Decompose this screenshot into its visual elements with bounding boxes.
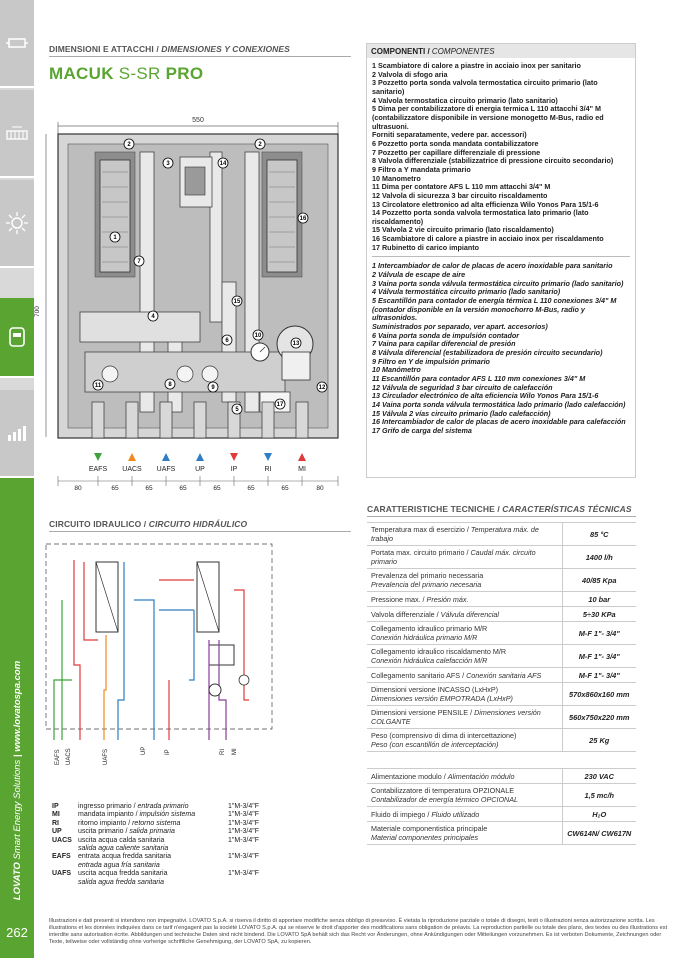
tech-row [367, 607, 636, 622]
connection-label: RI [264, 466, 272, 473]
callout: 6 [225, 338, 229, 344]
legend-code: RI [52, 819, 59, 827]
tech-row [367, 706, 636, 729]
callout: 1 [113, 235, 117, 241]
callout: 2 [127, 142, 131, 148]
component-item-es: 2 Válvula de escape de aire [372, 270, 466, 280]
component-item: Forniti separatamente, vedere par. accessori) [372, 130, 527, 140]
component-item: 6 Pozzetto porta sonda mandata contabilizzatore [372, 138, 539, 148]
tech-row [367, 622, 636, 645]
tech-row [367, 822, 636, 845]
page-title: MACUK S-SR PRO [49, 64, 204, 83]
legend-size: 1"M-3/4"F [228, 803, 260, 810]
component-item-es: 11 Escantillón para contador AFS L 110 mm conexiones 3/4" M [372, 373, 586, 383]
tech-row [367, 807, 636, 822]
tech-label: Contabilizzatore di temperatura OPZIONALE Contabilizador de energía térmico OPCIONAL [367, 784, 562, 807]
tech-value: 85 °C [562, 523, 636, 546]
legend-row [52, 811, 262, 819]
sidebar-brand: LOVATO Smart Energy Solutions | www.lovatospa.com [12, 660, 24, 900]
component-item: 16 Scambiatore di calore a piastre in acciaio inox per riscaldamento [372, 234, 604, 244]
connection-label: MI [298, 466, 306, 473]
tech-heading: CARATTERISTICHE TECNICHE / CARACTERÍSTICAS TÉCNICAS [367, 504, 632, 514]
tech-row [367, 784, 636, 807]
tech-value: CW614N/ CW617N [562, 822, 636, 845]
tech-row [367, 729, 636, 752]
tech-row [367, 668, 636, 683]
tech-value: 5÷30 KPa [562, 607, 636, 622]
tech-row [367, 546, 636, 569]
callout: 17 [276, 402, 284, 408]
tech-row [367, 683, 636, 706]
connection-label: IP [230, 466, 238, 473]
connection-legend [52, 803, 262, 887]
tech-row [367, 523, 636, 546]
page-number: 262 [6, 925, 28, 940]
component-item: 5 Dima per contabilizzatore di energia termica L 110 attacchi 3/4" M [372, 104, 601, 114]
tech-label: Materiale componentistica principale Material componentes principales [367, 822, 562, 845]
component-item-es: 16 Intercambiador de calor de placas de acero inoxidable para calefacción [372, 417, 626, 427]
spacing-value: 65 [111, 485, 119, 492]
hydraulic-label: IP [165, 749, 171, 755]
connection-label: UP [195, 466, 205, 473]
legend-code: EAFS [52, 853, 71, 861]
divider [372, 256, 630, 257]
hydraulic-label: UACS [66, 748, 72, 765]
legend-row [52, 820, 262, 828]
spacing-value: 65 [213, 485, 221, 492]
tech-value: 25 Kg [562, 729, 636, 752]
callout: 10 [254, 333, 262, 339]
callout: 7 [137, 259, 141, 265]
tech-label: Collegamento idraulico primario M/R Conexión hidráulica primario M/R [367, 622, 562, 645]
callout: 3 [166, 161, 170, 167]
divider [367, 516, 636, 517]
callout: 8 [168, 382, 172, 388]
callout: 14 [219, 161, 227, 167]
component-item-es: 10 Manómetro [372, 365, 421, 375]
tech-value: 560x750x220 mm [562, 706, 636, 729]
legend-row [52, 803, 262, 811]
component-item: 9 Filtro a Y mandata primario [372, 164, 471, 174]
component-item-es: 7 Vaina para capilar diferencial de presión [372, 339, 516, 349]
bar-chart-icon [7, 424, 27, 442]
tech-label: Portata max. circuito primario / Caudal máx. circuito primario [367, 546, 562, 569]
tech-label: Pressione max. / Presión máx. [367, 592, 562, 607]
tech-value: M-F 1"- 3/4" [562, 622, 636, 645]
tech-value: 570x860x160 mm [562, 683, 636, 706]
tech-value: 10 bar [562, 592, 636, 607]
spacing-value: 65 [145, 485, 153, 492]
callout: 15 [233, 299, 241, 305]
hydraulic-heading: CIRCUITO IDRAULICO / CIRCUITO HIDRÁULICO [49, 519, 248, 529]
tech-value: 1400 l/h [562, 546, 636, 569]
legend-size: 1"M-3/4"F [228, 870, 260, 878]
hydraulic-label: EAFS [55, 749, 61, 765]
callout: 16 [299, 216, 307, 222]
callout: 12 [318, 385, 326, 391]
component-item-es: 17 Grifo de carga del sistema [372, 425, 472, 435]
legend-size: 1"M-3/4"F [228, 819, 260, 827]
dimensions-heading: DIMENSIONI E ATTACCHI / DIMENSIONES Y CONEXIONES [49, 44, 290, 54]
height-dimension: 700 [34, 306, 41, 317]
legend-size: 1"M-3/4"F [228, 853, 260, 861]
hydraulic-schematic [44, 540, 276, 785]
radiator-icon [6, 125, 28, 141]
footer-disclaimer: Illustrazioni e dati presenti si intendono non impegnativi. LOVATO S.p.A. si riserva il diritto di apportare modifiche senza obbligo di preavviso. È vietata la riproduzione parziale o totale di disegni, testi o illustrazioni senza autorizzazione scritta. Les illustrations et les données indiquées dans ce tarif n'engagent pas la société LOVATO S.p.A. qui se réserve le droit d'apporter des modifications sans obligation de préavis. La reproduction partielle ou totale des plans, des textes ou des illustrations est interdite sans autorisation écrite. Abbildungen und technische Daten sind nicht bindend. Die LOVATO SpA behält sich das Recht vor Änderungen, ohne Ankündigungen oder Mitteilungen vorzunehmen. Es ist verboten Dokumente, Zeichnungen oder Texte, teilweise oder vollständig ohne vorherige schriftliche Genehmigung, der LOVATO SpA, zu kopieren. [49, 918, 668, 945]
tech-label: Dimensioni versione INCASSO (LxHxP) Dimensiones versión EMPOTRADA (LxHxP) [367, 683, 562, 706]
tech-value: M-F 1"- 3/4" [562, 645, 636, 668]
sidebar-tab-module[interactable] [0, 0, 34, 88]
callout: 4 [151, 314, 155, 320]
tech-label: Dimensioni versione PENSILE / Dimensiones versión COLGANTE [367, 706, 562, 729]
tech-label: Peso (comprensivo di dima di intercettazione) Peso (con escantillón de interceptación) [367, 729, 562, 752]
sidebar-tab-chart[interactable] [0, 390, 34, 478]
components-panel [366, 43, 636, 478]
component-item: 10 Manometro [372, 173, 421, 183]
component-item-es: 6 Vaina porta sonda de impulsión contador [372, 330, 520, 340]
width-dimension: 550 [192, 117, 204, 124]
legend-code: IP [52, 803, 59, 810]
sidebar-tab-metering[interactable] [0, 298, 34, 378]
legend-desc: uscita acqua calda sanitaria salida agua caliente sanitaria [78, 836, 169, 853]
component-item-es: 4 Válvula termostática circuito primario (lado sanitario) [372, 287, 561, 297]
callout: 13 [292, 341, 300, 347]
hydraulic-label: UAFS [103, 748, 109, 765]
legend-code: UAFS [52, 870, 72, 878]
component-item: 4 Valvola termostatica circuito primario (lato sanitario) [372, 95, 558, 105]
legend-row [52, 837, 262, 854]
tech-label: Collegamento idraulico riscaldamento M/R Conexión hidráulica calefacción M/R [367, 645, 562, 668]
component-item-es: 5 Escantillón para contador de energía térmica L 110 conexiones 3/4" M [372, 296, 617, 306]
component-item-es: (contador disponible en la versión monochorro M-Bus, radio y ultrasonidos. [372, 304, 585, 323]
tech-value: M-F 1"- 3/4" [562, 668, 636, 683]
tech-table-main [367, 522, 636, 752]
component-item: 1 Scambiatore di calore a piastre in acciaio inox per sanitario [372, 61, 581, 70]
component-item-es: 9 Filtro en Y de impulsión primario [372, 356, 490, 366]
component-item-es: 1 Intercambiador de calor de placas de acero inoxidable para sanitario [372, 261, 613, 271]
legend-row [52, 853, 262, 870]
component-item: 3 Pozzetto porta sonda valvola termostatica circuito primario (lato sanitario) [372, 78, 598, 96]
legend-size: 1"M-3/4"F [228, 828, 260, 836]
legend-desc: ritorno impianto / retorno sistema [78, 819, 181, 827]
divider [49, 56, 351, 57]
component-item: 2 Valvola di sfogo aria [372, 69, 448, 79]
legend-desc: uscita acqua fredda sanitaria salida agua fredda sanitaria [78, 870, 168, 886]
tech-label: Collegamento sanitario AFS / Conexión sanitaria AFS [367, 668, 562, 683]
legend-row [52, 828, 262, 836]
legend-desc: entrata acqua fredda sanitaria entrada agua fría sanitaria [78, 853, 172, 869]
tech-label: Fluido di impiego / Fluido utilizado [367, 807, 562, 822]
tech-label: Prevalenza del primario necessaria Prevalencia del primario necesaria [367, 569, 562, 592]
callout: 2 [258, 142, 262, 148]
component-item: 15 Valvola 2 vie circuito primario (lato riscaldamento) [372, 225, 554, 235]
tech-row [367, 769, 636, 784]
tech-value: 230 VAC [562, 769, 636, 784]
component-item: (contabilizzatore disponibile in versione monogetto M-Bus, radio ed ultrasuoni. [372, 112, 604, 131]
tech-row [367, 592, 636, 607]
legend-row [52, 870, 262, 887]
tech-row [367, 569, 636, 592]
component-item-es: 12 Válvula de seguridad 3 bar circuito de calefacción [372, 382, 553, 392]
callout: 9 [211, 385, 215, 391]
connection-label: UAFS [156, 466, 176, 473]
connection-label: EAFS [88, 466, 108, 473]
callout: 5 [235, 407, 239, 413]
component-item: 13 Circolatore elettronico ad alta efficienza Wilo Yonos Para 15/1-6 [372, 199, 599, 209]
component-item-es: Suministrados por separado, ver apart. accesorios) [372, 322, 548, 332]
spacing-value: 65 [281, 485, 289, 492]
component-item-es: 14 Vaina porta sonda válvula termostática lado primario (lado calefacción) [372, 399, 626, 409]
tech-label: Valvola differenziale / Válvula diferencial [367, 607, 562, 622]
tech-value: 40/85 Kpa [562, 569, 636, 592]
spacing-value: 80 [316, 485, 324, 492]
component-item: 11 Dima per contatore AFS L 110 mm attacchi 3/4" M [372, 182, 551, 192]
spacing-value: 65 [247, 485, 255, 492]
legend-desc: ingresso primario / entrada primario [78, 803, 189, 810]
hydraulic-label: UP [141, 746, 147, 755]
product-dimension-drawing [34, 112, 362, 497]
component-item-es: 8 Válvula diferencial (estabilizadora de presión circuito secundario) [372, 348, 603, 357]
legend-code: UACS [52, 836, 72, 844]
spacing-value: 80 [74, 485, 82, 492]
tech-row [367, 645, 636, 668]
tech-value: 1,5 mc/h [562, 784, 636, 807]
hydraulic-label: RI [220, 749, 226, 755]
legend-desc: uscita primario / salida primaria [78, 828, 175, 836]
hydraulic-label: MI [232, 748, 238, 755]
components-list [367, 58, 635, 436]
legend-size: 1"M-3/4"F [228, 811, 260, 819]
connection-label: UACS [122, 466, 142, 473]
callout: 11 [94, 383, 102, 389]
tech-table-secondary [367, 768, 636, 845]
component-item: 14 Pozzetto porta sonda valvola termostatica lato primario (lato riscaldamento) [372, 208, 589, 226]
component-item-es: 13 Circulador electrónico de alta eficiencia Wilo Yonos Para 15/1-6 [372, 391, 599, 401]
components-heading: COMPONENTI / COMPONENTES [367, 44, 635, 58]
sun-icon [6, 212, 28, 234]
divider [49, 531, 351, 532]
sidebar [0, 0, 34, 958]
sidebar-tab-sun[interactable] [0, 180, 34, 268]
component-item: 12 Valvola di sicurezza 3 bar circuito riscaldamento [372, 190, 548, 200]
component-item: 17 Rubinetto di carico impianto [372, 242, 480, 252]
legend-code: UP [52, 828, 62, 836]
component-item: 7 Pozzetto per capillare differenziale di pressione [372, 147, 541, 157]
spacing-value: 65 [179, 485, 187, 492]
tech-label: Temperatura max di esercizio / Temperatura máx. de trabajo [367, 523, 562, 546]
component-item-es: 15 Válvula 2 vías circuito primario (lado calefacción) [372, 408, 551, 418]
legend-desc: mandata impianto / impulsión sistema [78, 811, 196, 819]
tech-label: Alimentazione modulo / Alimentación módulo [367, 769, 562, 784]
tech-value: H₂O [562, 807, 636, 822]
component-item-es: 3 Vaina porta sonda válvula termostática circuito primario (lado sanitario) [372, 278, 624, 288]
meter-icon [9, 327, 25, 347]
legend-size: 1"M-3/4"F [228, 836, 260, 844]
module-icon [6, 36, 28, 50]
component-item: 8 Valvola differenziale (stabilizzatrice di pressione circuito secondario) [372, 156, 614, 166]
legend-code: MI [52, 811, 60, 819]
sidebar-tab-radiator[interactable] [0, 90, 34, 178]
